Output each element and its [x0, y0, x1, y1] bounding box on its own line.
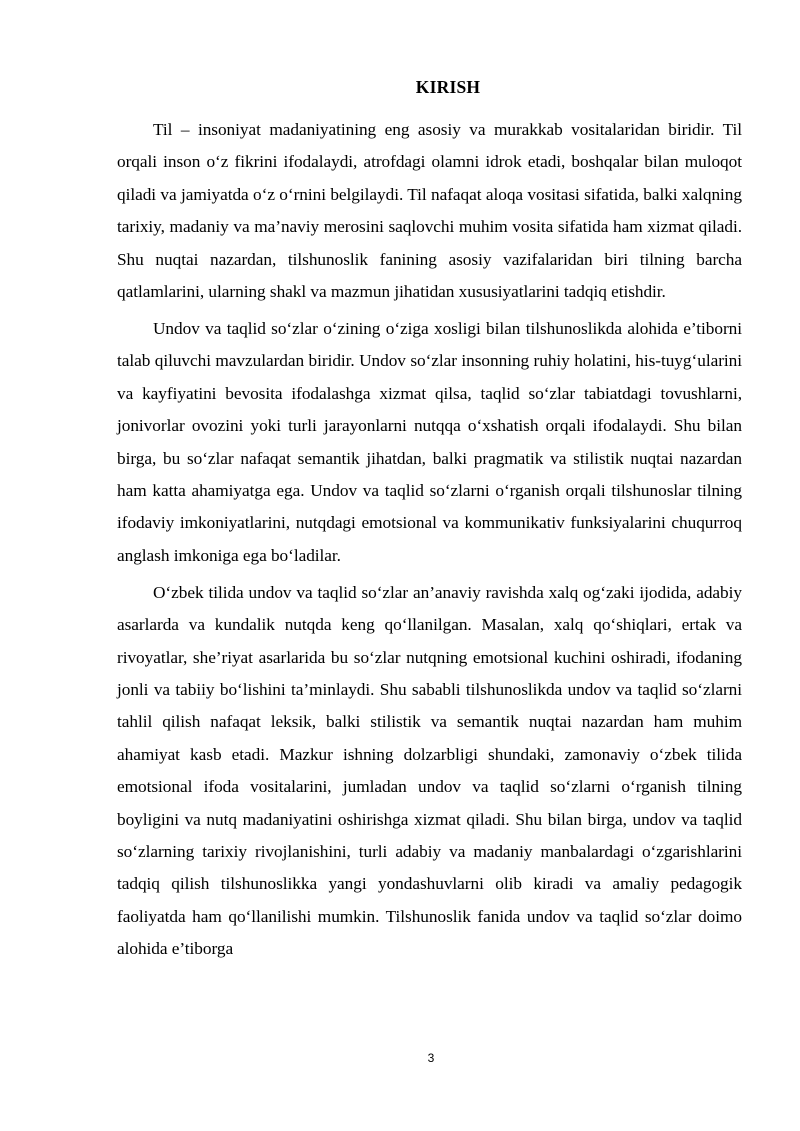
page-number: 3 — [427, 1051, 435, 1065]
paragraph-3: O‘zbek tilida undov va taqlid so‘zlar an’anaviy ravishda xalq og‘zaki ijodida, adabiy asarlarda va kundalik nutqda keng qo‘llanilgan. Masalan, xalq qo‘shiqlari, ertak va rivoyatlar, she’riyat asarlarida bu so‘zlar nutqning emotsional kuchini oshiradi, ifodaning jonli va tabiiy bo‘lishini ta’minlaydi. Shu sababli tilshunoslikda undov va taqlid so‘zlarni tahlil qilish nafaqat leksik, balki stilistik va semantik nuqtai nazardan ham muhim ahamiyat kasb etadi. Mazkur ishning dolzarbligi shundaki, zamonaviy o‘zbek tilida emotsional ifoda vositalarini, jumladan undov va taqlid so‘zlarni o‘rganish tilning boyligini va nutq madaniyatini oshirishga xizmat qiladi. Shu bilan birga, undov va taqlid so‘zlarning tarixiy rivojlanishini, turli adabiy va madaniy manbalardagi o‘zgarishlarini tadqiq qilish tilshunoslikka yangi yondashuvlarni olib kiradi va amaliy pedagogik faoliyatda ham qo‘llanilishi mumkin. Tilshunoslik fanida undov va taqlid so‘zlar doimo alohida e’tiborga — [117, 582, 742, 959]
body-text — [117, 114, 742, 970]
paragraph-2: Undov va taqlid so‘zlar o‘zining o‘ziga xosligi bilan tilshunoslikda alohida e’tiborni talab qiluvchi mavzulardan biridir. Undov so‘zlar insonning ruhiy holatini, his-tuyg‘ularini va kayfiyatini bevosita ifodalashga xizmat qilsa, taqlid so‘zlar tabiatdagi tovushlarni, jonivorlar ovozini yoki turli jarayonlarni nutqqa o‘xshatish orqali ifodalaydi. Shu bilan birga, bu so‘zlar nafaqat semantik jihatdan, balki pragmatik va stilistik nuqtai nazardan ham katta ahamiyatga ega. Undov va taqlid so‘zlarni o‘rganish orqali tilshunoslar tilning ifodaviy imkoniyatlarini, nutqdagi emotsional va kommunikativ funksiyalarini chuqurroq anglash imkoniga ega bo‘ladilar. — [117, 318, 742, 565]
section-heading: KIRISH — [415, 77, 481, 97]
paragraph-1: Til – insoniyat madaniyatining eng asosiy va murakkab vositalaridan biridir. Til orqali inson o‘z fikrini ifodalaydi, atrofdagi olamni idrok etadi, boshqalar bilan muloqot qiladi va jamiyatda o‘z o‘rnini belgilaydi. Til nafaqat aloqa vositasi sifatida, balki xalqning tarixiy, madaniy va ma’naviy merosini saqlovchi muhim vosita sifatida ham xizmat qiladi. Shu nuqtai nazardan, tilshunoslik fanining asosiy vazifalaridan biri tilning barcha qatlamlarini, ularning shakl va mazmun jihatidan xususiyatlarini tadqiq etishdir. — [117, 120, 742, 302]
